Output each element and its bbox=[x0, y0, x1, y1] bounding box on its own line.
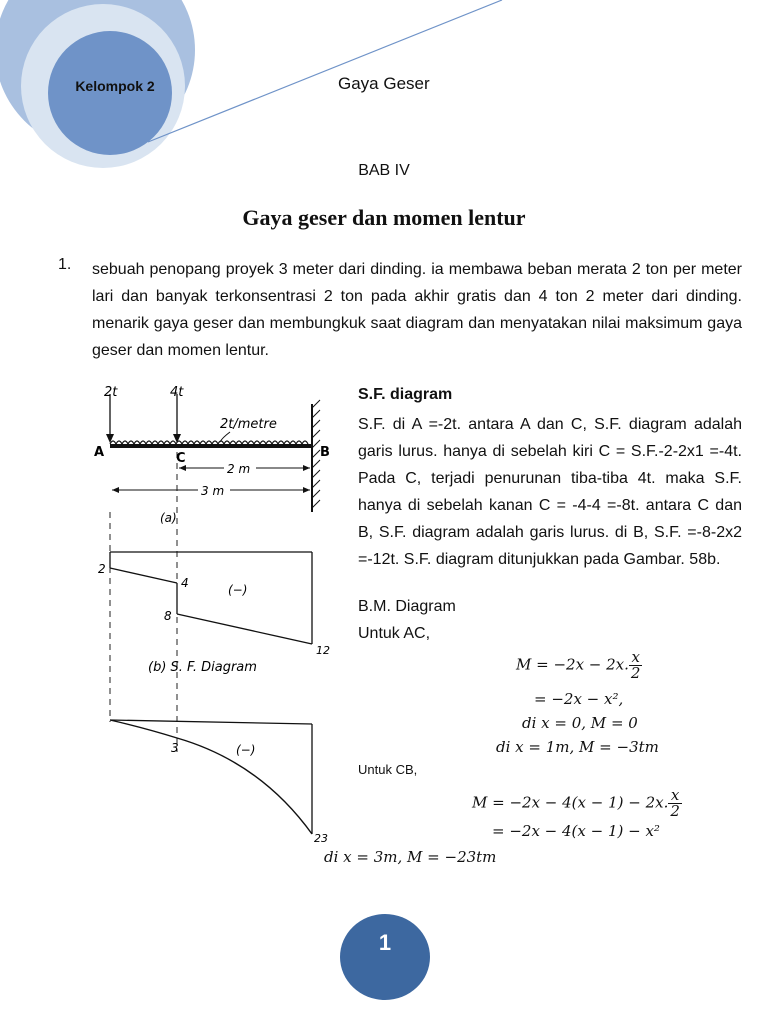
frac-denominator: 2 bbox=[630, 664, 641, 682]
point-a-label: A bbox=[94, 445, 105, 460]
load-a-label: 2t bbox=[104, 385, 118, 400]
point-c-label: C bbox=[176, 451, 186, 466]
page-number: 1 bbox=[378, 930, 392, 955]
ac-equation-1 bbox=[516, 650, 642, 681]
dim-3m-arrow-right bbox=[303, 487, 310, 493]
cb-equation-2: = −2x − 4(x − 1) − x² bbox=[492, 822, 660, 840]
bm-heading: B.M. Diagram bbox=[358, 598, 456, 615]
sf-value-12: 12 bbox=[316, 644, 330, 657]
udl-load bbox=[110, 441, 308, 444]
bm-value-23: 23 bbox=[314, 832, 328, 845]
wall-hatching bbox=[312, 400, 320, 508]
bm-sign: (−) bbox=[236, 743, 256, 757]
dim-3m-label: 3 m bbox=[201, 484, 225, 498]
page-number-badge bbox=[340, 914, 430, 1000]
untuk-ac-label: Untuk AC, bbox=[358, 625, 431, 642]
dim-2m-label: 2 m bbox=[227, 462, 251, 476]
ac-eq1-left: M = −2x − 2x. bbox=[516, 655, 629, 674]
fraction-x-over-2 bbox=[629, 650, 643, 681]
frac-numerator: x bbox=[629, 650, 643, 666]
bm-value-3: 3 bbox=[171, 741, 179, 755]
udl-leader bbox=[220, 432, 230, 442]
sf-segment-cb bbox=[177, 614, 312, 644]
load-c-label: 4t bbox=[170, 385, 184, 400]
sf-value-4: 4 bbox=[181, 576, 189, 590]
ac-equation-4: di x = 1m, M = −3tm bbox=[496, 738, 659, 756]
cb-equation-1 bbox=[472, 788, 682, 819]
beam-figure bbox=[90, 382, 340, 852]
cb-equation-3: di x = 3m, M = −23tm bbox=[324, 848, 497, 866]
caption-a: (a) bbox=[160, 511, 177, 525]
untuk-cb-label: Untuk CB, bbox=[358, 762, 418, 777]
sf-segment-ac bbox=[110, 568, 177, 583]
dim-3m-arrow-left bbox=[112, 487, 119, 493]
dim-2m-arrow-right bbox=[303, 465, 310, 471]
fraction-x-over-2-cb bbox=[668, 788, 682, 819]
group-label: Kelompok 2 bbox=[75, 78, 155, 94]
load-arrowhead-a bbox=[106, 434, 114, 443]
problem-number: 1. bbox=[58, 256, 72, 273]
sf-sign: (−) bbox=[228, 583, 248, 597]
caption-b: (b) S. F. Diagram bbox=[148, 660, 257, 675]
frac-numerator-cb: x bbox=[668, 788, 682, 804]
sf-paragraph: S.F. di A =-2t. antara A dan C, S.F. diagram adalah garis lurus. hanya di sebelah kiri C = S.F.-2-2x1 =-4t. Pada C, terjadi penurunan tiba-tiba 4t. maka S.F. hanya di sebelah kanan C = -4-4 =-8t. antara C dan B, S.F. diagram adalah garis lurus. di B, S.F. =-8-2x2 =-12t. S.F. diagram ditunjukkan pada Gambar. 58b. bbox=[358, 416, 742, 568]
sf-value-2: 2 bbox=[98, 562, 106, 576]
header-doc-title: Gaya Geser bbox=[338, 74, 430, 93]
cb-eq1-left: M = −2x − 4(x − 1) − 2x. bbox=[472, 793, 669, 812]
header-diagonal-line bbox=[148, 0, 502, 142]
problem-text: sebuah penopang proyek 3 meter dari dinding. ia membawa beban merata 2 ton per meter lari dan banyak terkonsentrasi 2 ton pada akhir gratis dan 4 ton 2 meter dari dinding. menarik gaya geser dan membungkuk saat diagram dan menyatakan nilai maksimum gaya geser dan momen lentur. bbox=[92, 261, 742, 359]
bm-curve bbox=[110, 720, 312, 834]
sf-value-8: 8 bbox=[164, 609, 172, 623]
bm-baseline bbox=[110, 720, 312, 724]
ac-equation-3: di x = 0, M = 0 bbox=[522, 714, 638, 732]
frac-denominator-cb: 2 bbox=[670, 802, 680, 820]
ac-equation-2: = −2x − x², bbox=[534, 690, 624, 708]
chapter-heading: BAB IV bbox=[358, 162, 410, 179]
udl-label: 2t/metre bbox=[220, 417, 277, 432]
page-title: Gaya geser dan momen lentur bbox=[242, 205, 526, 230]
sf-heading: S.F. diagram bbox=[358, 386, 453, 403]
point-b-label: B bbox=[320, 445, 330, 460]
